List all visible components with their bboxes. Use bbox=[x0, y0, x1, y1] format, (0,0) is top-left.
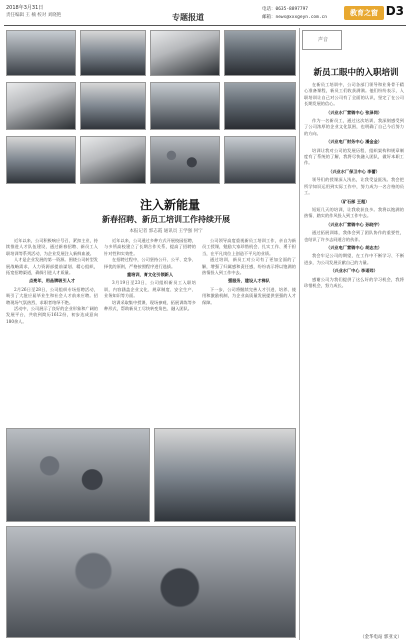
sidebar-body bbox=[304, 82, 404, 638]
quote-author: （矿石部 王超） bbox=[338, 198, 370, 204]
photo-training-5 bbox=[6, 136, 76, 184]
page-number: D3 bbox=[385, 4, 404, 18]
photo-training-7 bbox=[150, 136, 220, 184]
paragraph: 在招聘过程中，公司坚持公开、公平、竞争、择优的原则，严格按照程序进行选拔。 bbox=[104, 257, 196, 269]
section-subhead: 强服务，建设人才梯队 bbox=[228, 278, 270, 284]
paragraph: 人才是企业发展的第一资源。围绕公司转型发展战略需求，人力资源部提前谋划、精心组织，拓宽招聘渠道，确保引进人才质量。 bbox=[6, 257, 98, 276]
paragraph: 2月26日至28日，公司组织专场招聘活动，吸引了大批应届毕业生和社会人才前来应聘。招聘现场气氛热烈，求职者络绎不绝。 bbox=[6, 286, 98, 305]
paragraph: 3月19日至23日，公司组织新员工入职培训，内容涵盖企业文化、规章制度、安全生产、业务知识等方面。 bbox=[104, 280, 196, 299]
section-title: 专题报道 bbox=[172, 13, 204, 22]
article-column-1 bbox=[6, 238, 98, 424]
photo-training-6 bbox=[80, 136, 146, 184]
photo-meeting-2 bbox=[150, 30, 220, 76]
issue-date: 2018年3月31日 bbox=[6, 5, 44, 11]
sidebar-title: 新员工眼中的入职培训 bbox=[313, 68, 399, 78]
brand-logo: 教育之窗 bbox=[344, 6, 384, 20]
quote-author: （兴业水厂保卫中心 李蕾） bbox=[328, 168, 380, 174]
page-header bbox=[4, 2, 406, 26]
sidebar-intro: 在新员工培训中，公司各部门领导和业务骨干精心准备课程，新员工们收获满满。他们纷纷表示，入职培训让自己对公司有了全面的认识，坚定了在公司长期发展的信心。 bbox=[304, 82, 404, 107]
quote-text: 通过拓展训练，我体会到了团队协作的重要性，也结识了许多志同道合的伙伴。 bbox=[304, 230, 404, 242]
quote-author: （兴业电厂财务中心 潘金金） bbox=[326, 139, 382, 145]
photo-training-1 bbox=[6, 82, 76, 130]
section-subhead: 重培训，育文化引领新人 bbox=[126, 272, 174, 278]
paragraph: 近年以来，公司通过多种方式开展校园招聘，与多所高校建立了长期合作关系，提高了招聘的针对性和实效性。 bbox=[104, 238, 196, 256]
quote-text: 我会牢记公司的期望，在工作中不断学习、不断进步，为公司发展贡献自己的力量。 bbox=[304, 253, 404, 265]
article-headline: 注入新能量 bbox=[139, 198, 200, 212]
paragraph: 下一步，公司将继续完善人才引进、培养、使用和激励机制，为企业高质量发展提供坚强的人才保障。 bbox=[202, 286, 296, 305]
voice-logo-text: 声音 bbox=[318, 37, 329, 43]
photo-speaker-1 bbox=[6, 30, 76, 76]
photo-speaker-2 bbox=[224, 30, 296, 76]
paragraph: 培训采取集中授课、现场参观、拓展训练等多种形式，帮助新员工尽快转变角色、融入团队。 bbox=[104, 299, 196, 312]
photo-training-2 bbox=[80, 82, 146, 130]
quote-text: 感谢公司为我们提供了这么好的学习机会，我将珍惜机会，努力成长。 bbox=[304, 276, 404, 288]
paragraph: 公司领导高度重视新员工培训工作，亲自为新员工授课，勉励大家珍惜机会、扎实工作、勇于担当，在平凡岗位上创造不平凡的业绩。 bbox=[202, 238, 296, 256]
article-subheadline: 新春招聘、新员工培训工作持续开展 bbox=[102, 214, 230, 224]
photo-job-fair-1 bbox=[6, 428, 150, 522]
photo-training-8 bbox=[224, 136, 296, 184]
photo-meeting-1 bbox=[80, 30, 146, 76]
article-column-3 bbox=[202, 238, 296, 424]
quote-text: 培训让我对公司的发展历程、组织架构和规章制度有了系统的了解，我将尽快融入团队，做好本职工作。 bbox=[304, 147, 404, 166]
section-subhead: 点亮年，用品牌吸引人才 bbox=[28, 278, 76, 284]
article-column-2 bbox=[104, 238, 196, 424]
contact-email: 邮箱：news@xxxgeyn.com.cn bbox=[262, 15, 327, 20]
quote-text: 领导们的授课深入浅出，让我受益匪浅。我会把所学知识运用到实际工作中，努力成为一名合格的员工。 bbox=[304, 177, 404, 196]
column-divider bbox=[299, 28, 300, 640]
photo-training-4 bbox=[224, 82, 296, 130]
staff-credits: 责任编辑 王 楠 校对 刘晓艳 bbox=[6, 13, 62, 18]
article-byline: 本报记者 郭志霞 通讯员 王学强 何宁 bbox=[129, 229, 203, 234]
quote-author: （兴业水厂营销中心 张泽同） bbox=[326, 109, 382, 115]
sidebar-signature: （金华电站 郭亚文） bbox=[360, 635, 402, 640]
paragraph: 近年以来，公司积极响应号召，紧扣主业，持续推进人才队伍建设，通过新春招聘、新员工入职培训等系列活动，为企业发展注入新鲜血液。 bbox=[6, 238, 98, 256]
quote-author: （兴业电厂营销中心 胡志杰） bbox=[326, 244, 382, 250]
paragraph: 通过培训，新员工对公司有了更加全面的了解，增强了归属感和责任感，纷纷表示将以饱满的热情投入到工作中去。 bbox=[202, 257, 296, 276]
quote-author: （兴业水厂营销中心 孙晓宇） bbox=[326, 221, 382, 227]
quote-text: 短短几天的培训，让我收获良多。我将以饱满的热情、踏实的作风投入到工作中去。 bbox=[304, 206, 404, 219]
sidebar-voices bbox=[302, 28, 406, 640]
photo-job-fair-2 bbox=[154, 428, 296, 522]
photo-training-3 bbox=[150, 82, 220, 130]
quote-text: 作为一名新员工，通过这次培训，我深刻感受到了公司浓厚的企业文化氛围，也明确了自己今后努力的方向。 bbox=[304, 118, 404, 136]
quote-author: （兴业水厂中心 李诺玮） bbox=[330, 268, 378, 274]
paragraph: 活动中，公司展示了良好的企业形象和广阔的发展平台，共收到简历1612份，初步达成意向180余人。 bbox=[6, 306, 98, 324]
contact-phone: 电话：0635-8897797 bbox=[262, 7, 309, 12]
photo-job-fair-crowd bbox=[6, 526, 296, 638]
